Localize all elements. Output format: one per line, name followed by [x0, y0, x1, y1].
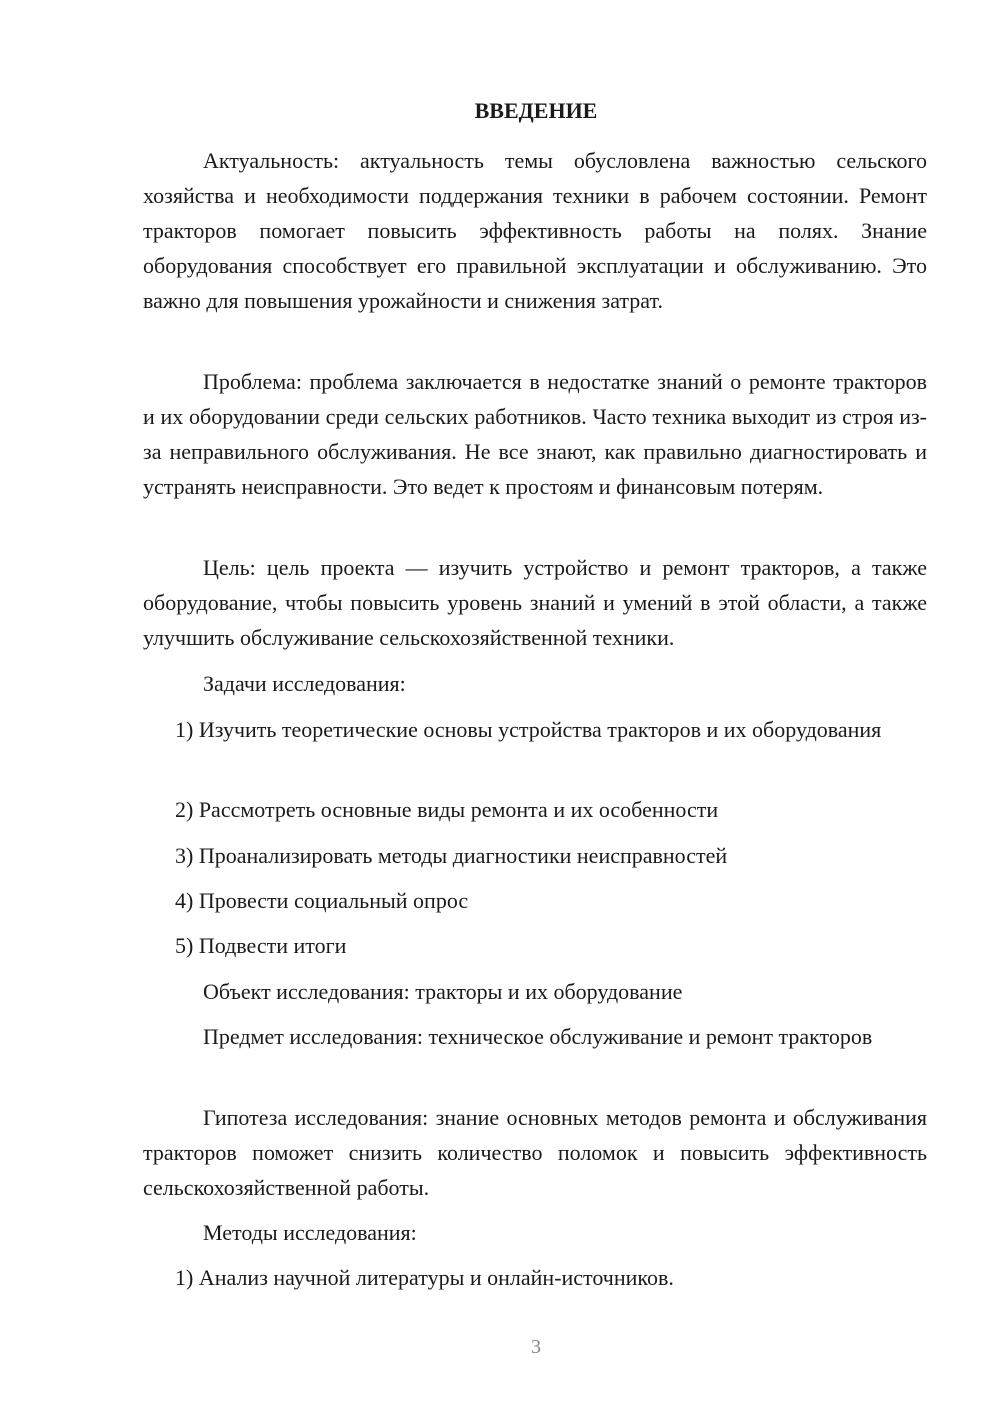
tasks-heading: Задачи исследования: [203, 671, 406, 696]
goal-paragraph: Цель: цель проекта — изучить устройство и ремонт тракторов, а также оборудование, чтобы повысить уровень знаний и умений в этой области, а также улучшить обслуживание сельскохозяйственной техники. [143, 555, 927, 650]
problem-paragraph: Проблема: проблема заключается в недостатке знаний о ремонте тракторов и их оборудовании среди сельских работников. Часто техника выходит из строя из-за неправильного обслуживания. Не все знают, как правильно диагностировать и устранять неисправности. Это ведет к простоям и финансовым потерям. [143, 369, 927, 499]
methods-heading: Методы исследования: [203, 1220, 417, 1245]
relevance-paragraph: Актуальность: актуальность темы обусловлена важностью сельского хозяйства и необходимости поддержания техники в рабочем состоянии. Ремонт тракторов помогает повысить эффективность работы на полях. Знание оборудования способствует его правильной эксплуатации и обслуживанию. Это важно для повышения урожайности и снижения затрат. [143, 148, 927, 313]
page-number: 3 [531, 1336, 541, 1358]
page-title: ВВЕДЕНИЕ [474, 98, 598, 123]
task-item: 2) Рассмотреть основные виды ремонта и их особенности [175, 797, 719, 822]
method-item: 1) Анализ научной литературы и онлайн-источников. [175, 1265, 674, 1290]
object-paragraph: Объект исследования: тракторы и их оборудование [203, 979, 683, 1004]
hypothesis-paragraph: Гипотеза исследования: знание основных методов ремонта и обслуживания тракторов поможет снизить количество поломок и повысить эффективность сельскохозяйственной работы. [143, 1105, 927, 1200]
task-item: 1) Изучить теоретические основы устройства тракторов и их оборудования [175, 717, 882, 742]
task-item: 5) Подвести итоги [175, 933, 347, 958]
task-item: 4) Провести социальный опрос [175, 888, 469, 913]
task-item: 3) Проанализировать методы диагностики неисправностей [175, 843, 728, 868]
subject-paragraph: Предмет исследования: техническое обслуживание и ремонт тракторов [203, 1024, 873, 1049]
